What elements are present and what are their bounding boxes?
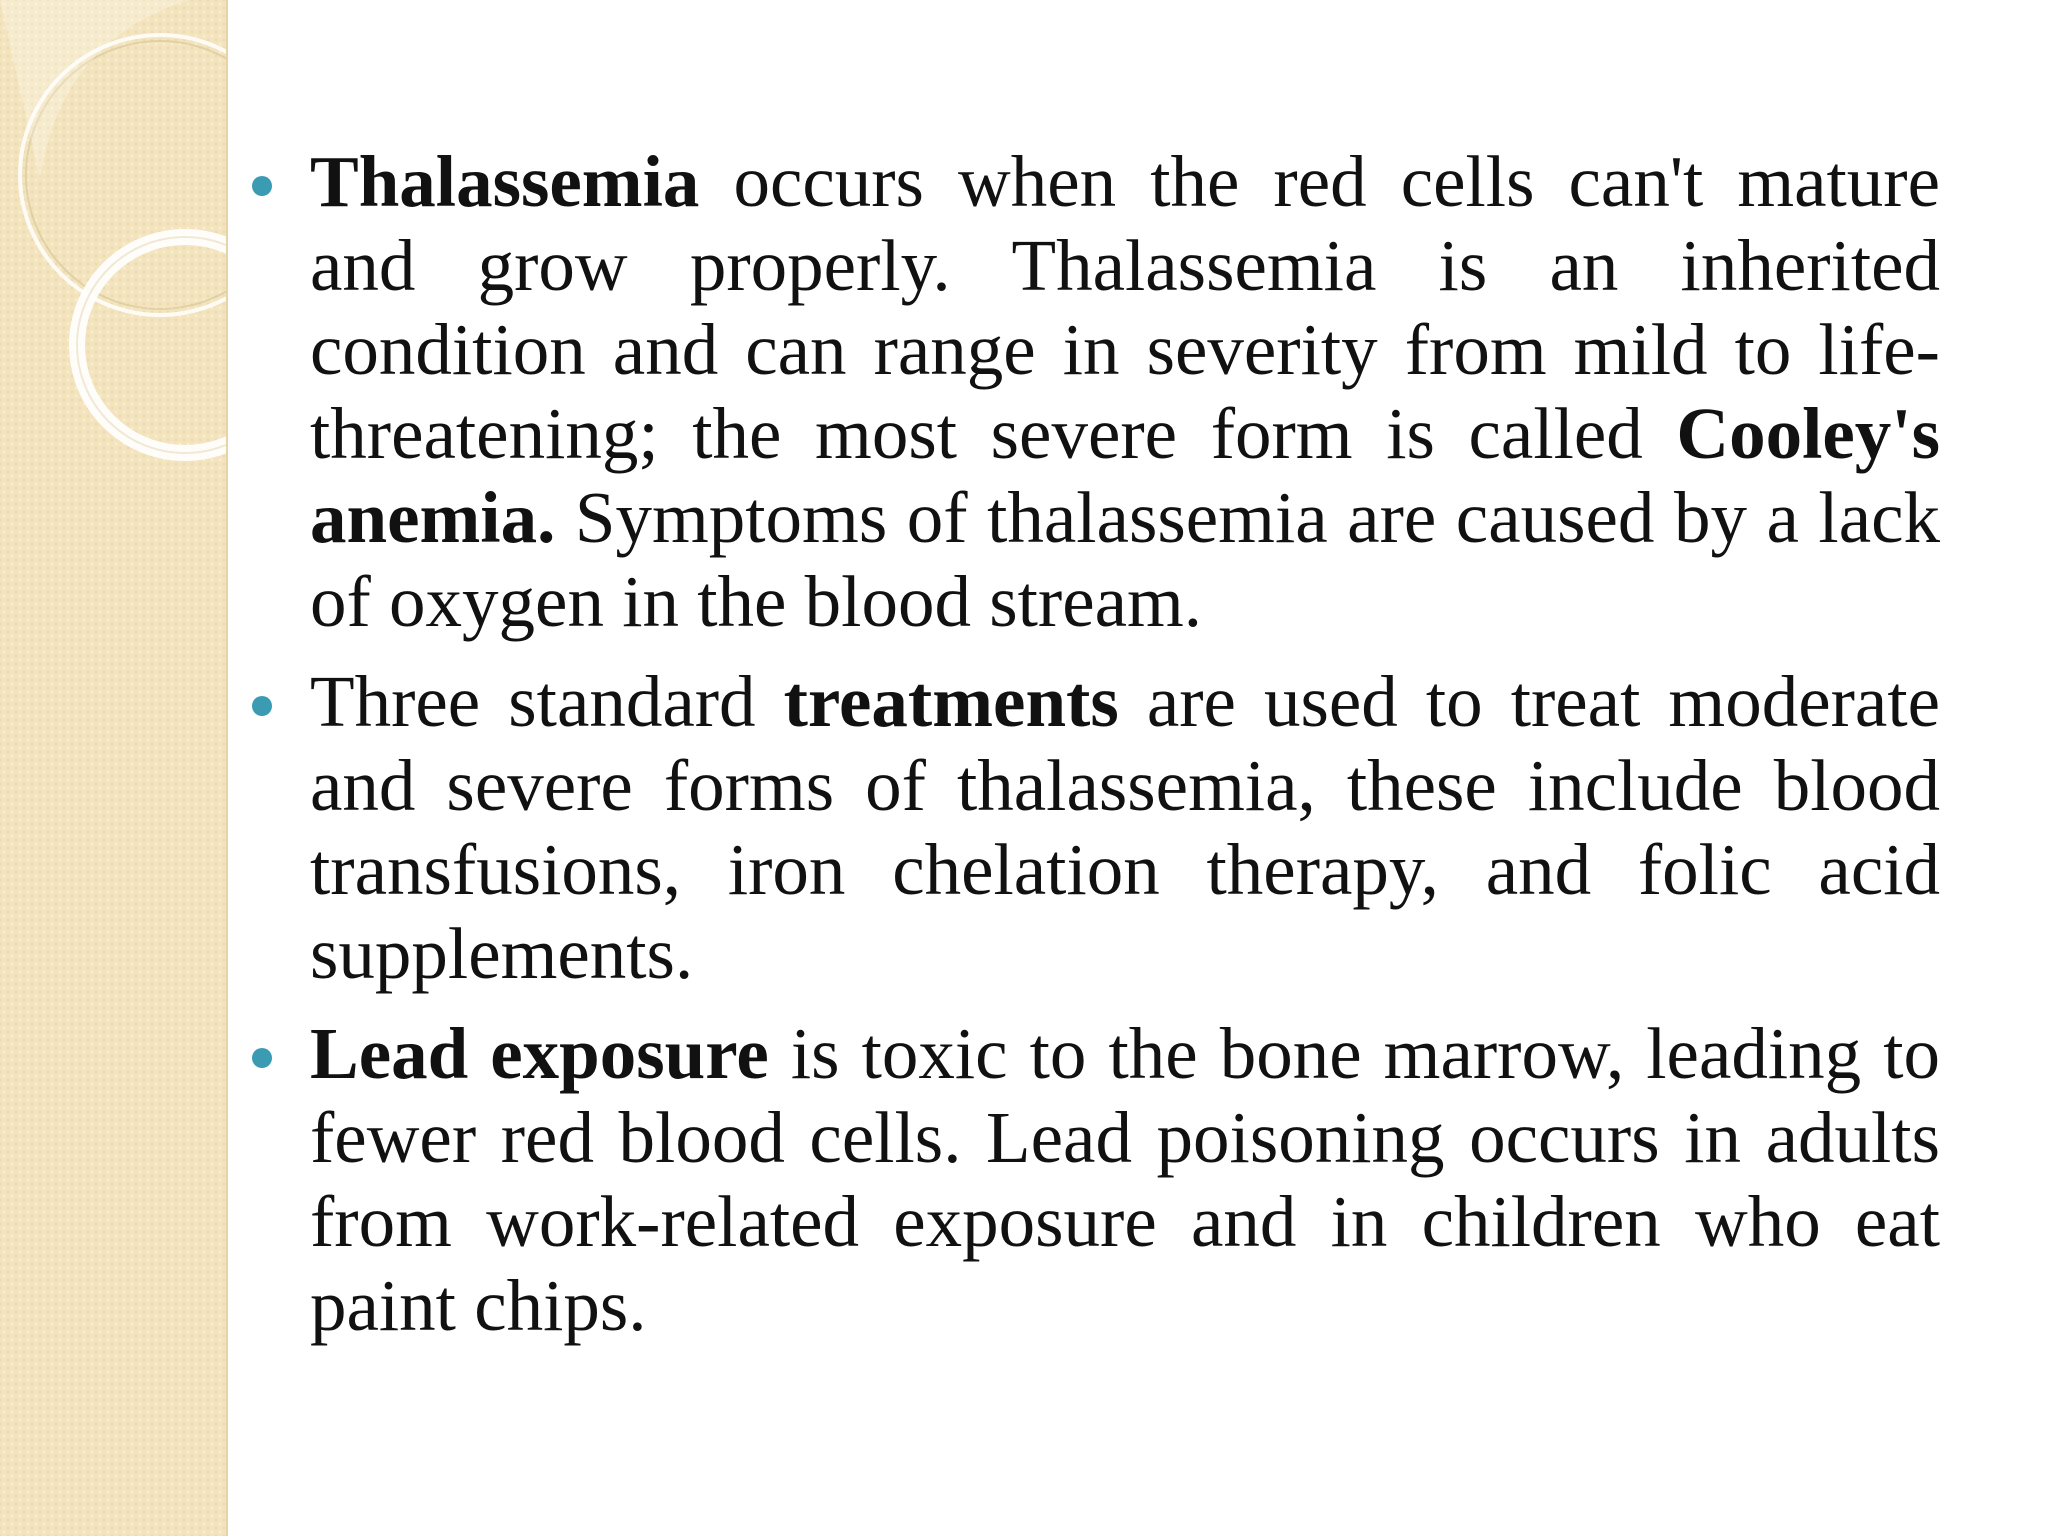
bullet-text-segment: Thalassemia	[310, 141, 700, 222]
bullet-icon	[252, 1048, 272, 1068]
bullet-list	[240, 140, 1940, 1348]
bullet-text-segment: is toxic to the bone marrow, leading to fewer red blood cells. Lead poisoning occurs in adults from work-related exposure and in children who eat paint chips.	[310, 1013, 1940, 1346]
bullet-text-segment: are used to treat moderate and severe forms of thalassemia, these include blood transfusions, iron chelation therapy, and folic acid supplements.	[310, 661, 1940, 994]
bullet-item-treatments	[240, 660, 1940, 996]
bullet-text-segment: Lead exposure	[310, 1013, 769, 1094]
bullet-text-segment: occurs when the red cells can't mature and grow properly. Thalassemia is an inherited condition and can range in severity from mild to life-threatening; the most severe form is called	[310, 141, 1940, 474]
bullet-text-segment: Three standard	[310, 661, 784, 742]
decorative-rings-icon	[0, 0, 226, 1536]
bullet-icon	[252, 696, 272, 716]
decorative-side-panel	[0, 0, 228, 1536]
bullet-text-segment: treatments	[783, 661, 1119, 742]
bullet-icon	[252, 176, 272, 196]
bullet-text-segment: Symptoms of thalassemia are caused by a lack of oxygen in the blood stream.	[310, 477, 1940, 642]
bullet-item-lead-exposure	[240, 1012, 1940, 1348]
bullet-item-thalassemia	[240, 140, 1940, 644]
bullet-text-segment: Cooley's anemia.	[310, 393, 1940, 558]
content-area	[240, 140, 1940, 1364]
